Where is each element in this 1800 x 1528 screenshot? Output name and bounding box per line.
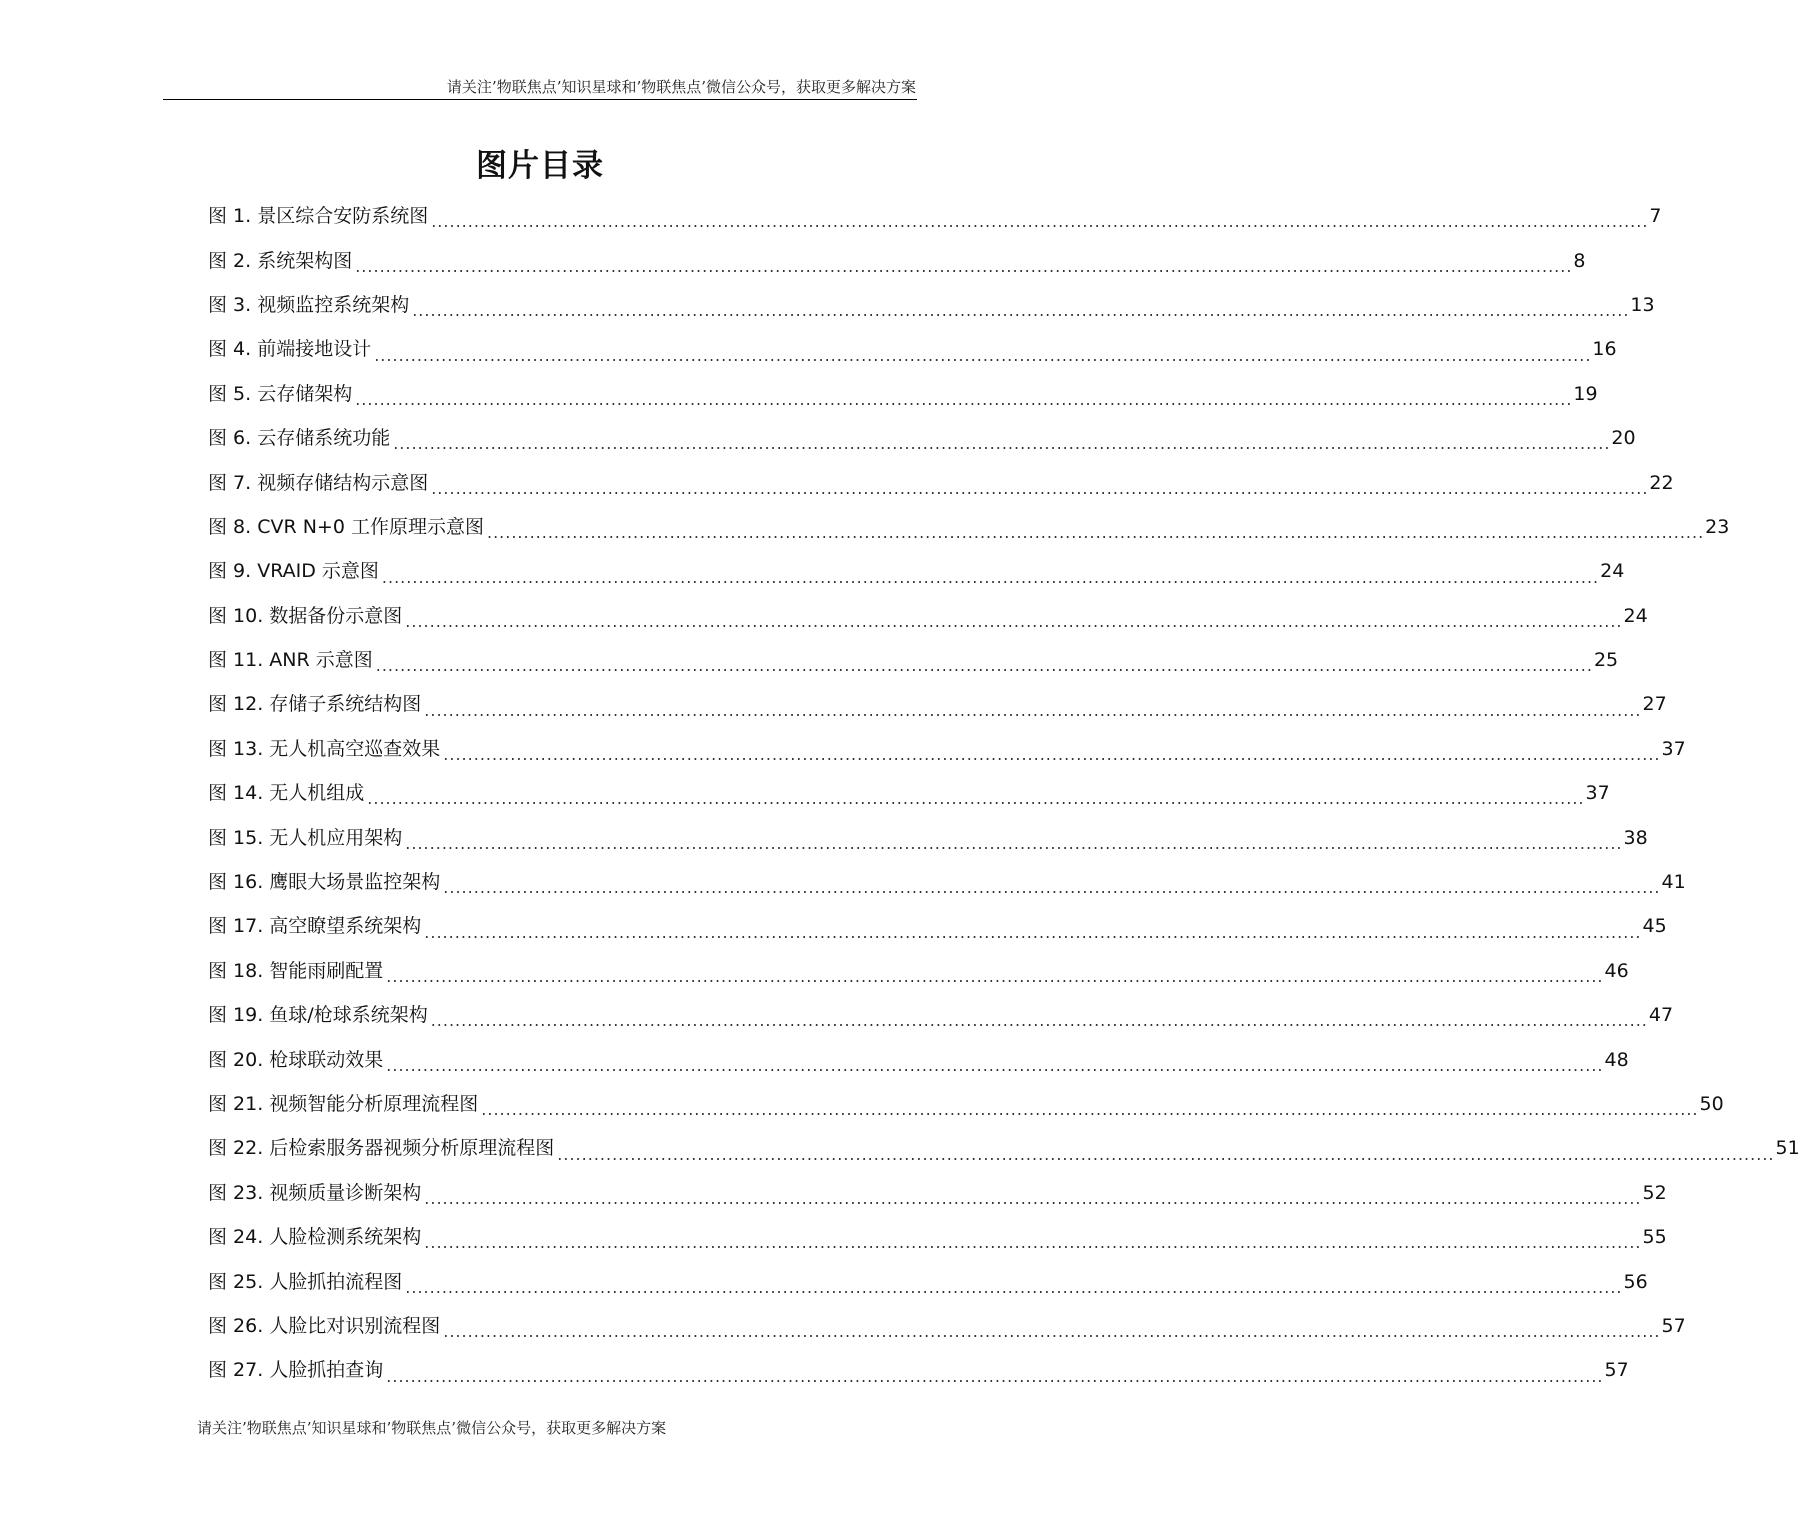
toc-entry-label: 图 11. ANR 示意图 <box>208 649 373 672</box>
toc-entry[interactable] <box>208 1126 1800 1170</box>
toc-entry-label: 图 20. 枪球联动效果 <box>208 1048 384 1071</box>
dot-leader: ........................................................................................................................................................................................................ <box>424 922 1642 942</box>
toc-entry-label: 图 9. VRAID 示意图 <box>208 560 379 583</box>
toc-entry[interactable] <box>208 549 1625 593</box>
dot-leader: ........................................................................................................................................................................................................ <box>557 1144 1775 1164</box>
toc-entry-page-number: 7 <box>1649 205 1662 228</box>
toc-entry-page-number: 38 <box>1623 826 1648 849</box>
dot-leader: ........................................................................................................................................................................................................ <box>412 301 1630 321</box>
dot-leader: ........................................................................................................................................................................................................ <box>443 1322 1661 1342</box>
dot-leader: ........................................................................................................................................................................................................ <box>405 611 1623 631</box>
toc-entry[interactable] <box>208 505 1730 549</box>
toc-entry[interactable] <box>208 682 1667 726</box>
toc-entry[interactable] <box>208 1259 1648 1303</box>
toc-entry[interactable] <box>208 1037 1629 1081</box>
toc-entry[interactable] <box>208 460 1674 504</box>
toc-entry-label: 图 8. CVR N+0 工作原理示意图 <box>208 515 484 538</box>
dot-leader: ........................................................................................................................................................................................................ <box>431 478 1649 498</box>
dot-leader: ........................................................................................................................................................................................................ <box>486 523 1705 543</box>
page-title: 图片目录 <box>476 148 604 184</box>
dot-leader: ........................................................................................................................................................................................................ <box>381 567 1600 587</box>
toc-entry-label: 图 16. 鹰眼大场景监控架构 <box>208 871 441 894</box>
toc-entry-page-number: 16 <box>1592 338 1617 361</box>
toc-entry-label: 图 23. 视频质量诊断架构 <box>208 1181 422 1204</box>
dot-leader: ........................................................................................................................................................................................................ <box>431 212 1649 232</box>
toc-entry-label: 图 22. 后检索服务器视频分析原理流程图 <box>208 1137 555 1160</box>
toc-entry[interactable] <box>208 860 1686 904</box>
toc-entry-label: 图 24. 人脸检测系统架构 <box>208 1226 422 1249</box>
toc-entry-page-number: 13 <box>1630 293 1655 316</box>
dot-leader: ........................................................................................................................................................................................................ <box>481 1100 1699 1120</box>
toc-entry-page-number: 24 <box>1600 560 1625 583</box>
toc-entry-page-number: 41 <box>1661 871 1686 894</box>
toc-entry[interactable] <box>208 1215 1667 1259</box>
dot-leader: ........................................................................................................................................................................................................ <box>393 434 1611 454</box>
toc-entry[interactable] <box>208 372 1598 416</box>
toc-entry-label: 图 7. 视频存储结构示意图 <box>208 471 429 494</box>
figure-table-of-contents <box>208 194 1800 1393</box>
toc-entry[interactable] <box>208 594 1648 638</box>
toc-entry-label: 图 19. 鱼球/枪球系统架构 <box>208 1004 428 1027</box>
toc-entry[interactable] <box>208 416 1636 460</box>
toc-entry-label: 图 3. 视频监控系统架构 <box>208 293 410 316</box>
toc-entry-page-number: 57 <box>1661 1314 1686 1337</box>
toc-entry-page-number: 19 <box>1573 382 1598 405</box>
toc-entry-page-number: 55 <box>1642 1226 1667 1249</box>
toc-entry-label: 图 17. 高空瞭望系统架构 <box>208 915 422 938</box>
toc-entry-label: 图 26. 人脸比对识别流程图 <box>208 1314 441 1337</box>
toc-entry-page-number: 45 <box>1642 915 1667 938</box>
toc-entry-page-number: 57 <box>1604 1359 1629 1382</box>
dot-leader: ........................................................................................................................................................................................................ <box>386 967 1604 987</box>
toc-entry-page-number: 8 <box>1573 249 1586 272</box>
toc-entry-page-number: 46 <box>1604 959 1629 982</box>
toc-entry[interactable] <box>208 993 1674 1037</box>
toc-entry-page-number: 24 <box>1623 604 1648 627</box>
dot-leader: ........................................................................................................................................................................................................ <box>424 1233 1642 1253</box>
dot-leader: ........................................................................................................................................................................................................ <box>443 745 1661 765</box>
dot-leader: ........................................................................................................................................................................................................ <box>367 789 1585 809</box>
dot-leader: ........................................................................................................................................................................................................ <box>430 1011 1648 1031</box>
toc-entry-label: 图 14. 无人机组成 <box>208 782 365 805</box>
toc-entry-page-number: 25 <box>1593 649 1619 672</box>
toc-entry-page-number: 23 <box>1705 515 1730 538</box>
toc-entry[interactable] <box>208 638 1619 682</box>
toc-entry-page-number: 27 <box>1642 693 1667 716</box>
toc-entry-label: 图 6. 云存储系统功能 <box>208 427 391 450</box>
toc-entry-label: 图 10. 数据备份示意图 <box>208 604 403 627</box>
dot-leader: ........................................................................................................................................................................................................ <box>355 389 1573 409</box>
toc-entry-page-number: 37 <box>1661 737 1686 760</box>
dot-leader: ........................................................................................................................................................................................................ <box>374 345 1592 365</box>
toc-entry-page-number: 37 <box>1585 782 1610 805</box>
toc-entry-label: 图 18. 智能雨刷配置 <box>208 959 384 982</box>
toc-entry-page-number: 48 <box>1604 1048 1629 1071</box>
toc-entry-page-number: 51 <box>1775 1137 1800 1160</box>
dot-leader: ........................................................................................................................................................................................................ <box>386 1366 1604 1386</box>
toc-entry[interactable] <box>208 904 1667 948</box>
toc-entry[interactable] <box>208 949 1629 993</box>
dot-leader: ........................................................................................................................................................................................................ <box>424 1188 1642 1208</box>
toc-entry-page-number: 56 <box>1623 1270 1648 1293</box>
toc-entry[interactable] <box>208 1348 1629 1392</box>
dot-leader: ........................................................................................................................................................................................................ <box>405 1277 1623 1297</box>
dot-leader: ........................................................................................................................................................................................................ <box>375 656 1593 676</box>
toc-entry[interactable] <box>208 194 1662 238</box>
toc-entry[interactable] <box>208 238 1586 282</box>
toc-entry-label: 图 5. 云存储架构 <box>208 382 353 405</box>
toc-entry[interactable] <box>208 1082 1724 1126</box>
toc-entry-label: 图 27. 人脸抓拍查询 <box>208 1359 384 1382</box>
page-header-text: 请关注’物联焦点’知识星球和’物联焦点’微信公众号，获取更多解决方案 <box>446 78 916 96</box>
dot-leader: ........................................................................................................................................................................................................ <box>386 1055 1604 1075</box>
toc-entry-label: 图 2. 系统架构图 <box>208 249 353 272</box>
toc-entry[interactable] <box>208 327 1617 371</box>
toc-entry-label: 图 13. 无人机高空巡查效果 <box>208 737 441 760</box>
toc-entry[interactable] <box>208 815 1648 859</box>
toc-entry[interactable] <box>208 771 1610 815</box>
toc-entry[interactable] <box>208 283 1655 327</box>
toc-entry[interactable] <box>208 1304 1686 1348</box>
dot-leader: ........................................................................................................................................................................................................ <box>355 256 1573 276</box>
toc-entry-label: 图 4. 前端接地设计 <box>208 338 372 361</box>
toc-entry-label: 图 21. 视频智能分析原理流程图 <box>208 1093 479 1115</box>
toc-entry-page-number: 52 <box>1642 1181 1667 1204</box>
header-divider <box>163 99 917 100</box>
toc-entry-page-number: 50 <box>1699 1093 1724 1115</box>
toc-entry-page-number: 47 <box>1648 1004 1674 1027</box>
toc-entry[interactable] <box>208 1171 1667 1215</box>
dot-leader: ........................................................................................................................................................................................................ <box>424 700 1642 720</box>
toc-entry[interactable] <box>208 727 1686 771</box>
toc-entry-label: 图 15. 无人机应用架构 <box>208 826 403 849</box>
dot-leader: ........................................................................................................................................................................................................ <box>405 833 1623 853</box>
toc-entry-label: 图 25. 人脸抓拍流程图 <box>208 1270 403 1293</box>
toc-entry-label: 图 12. 存储子系统结构图 <box>208 693 422 716</box>
dot-leader: ........................................................................................................................................................................................................ <box>443 878 1661 898</box>
toc-entry-page-number: 22 <box>1649 471 1674 494</box>
page-footer-text: 请关注’物联焦点’知识星球和’物联焦点’微信公众号，获取更多解决方案 <box>197 1419 667 1437</box>
toc-entry-label: 图 1. 景区综合安防系统图 <box>208 205 429 228</box>
toc-entry-page-number: 20 <box>1611 427 1636 450</box>
